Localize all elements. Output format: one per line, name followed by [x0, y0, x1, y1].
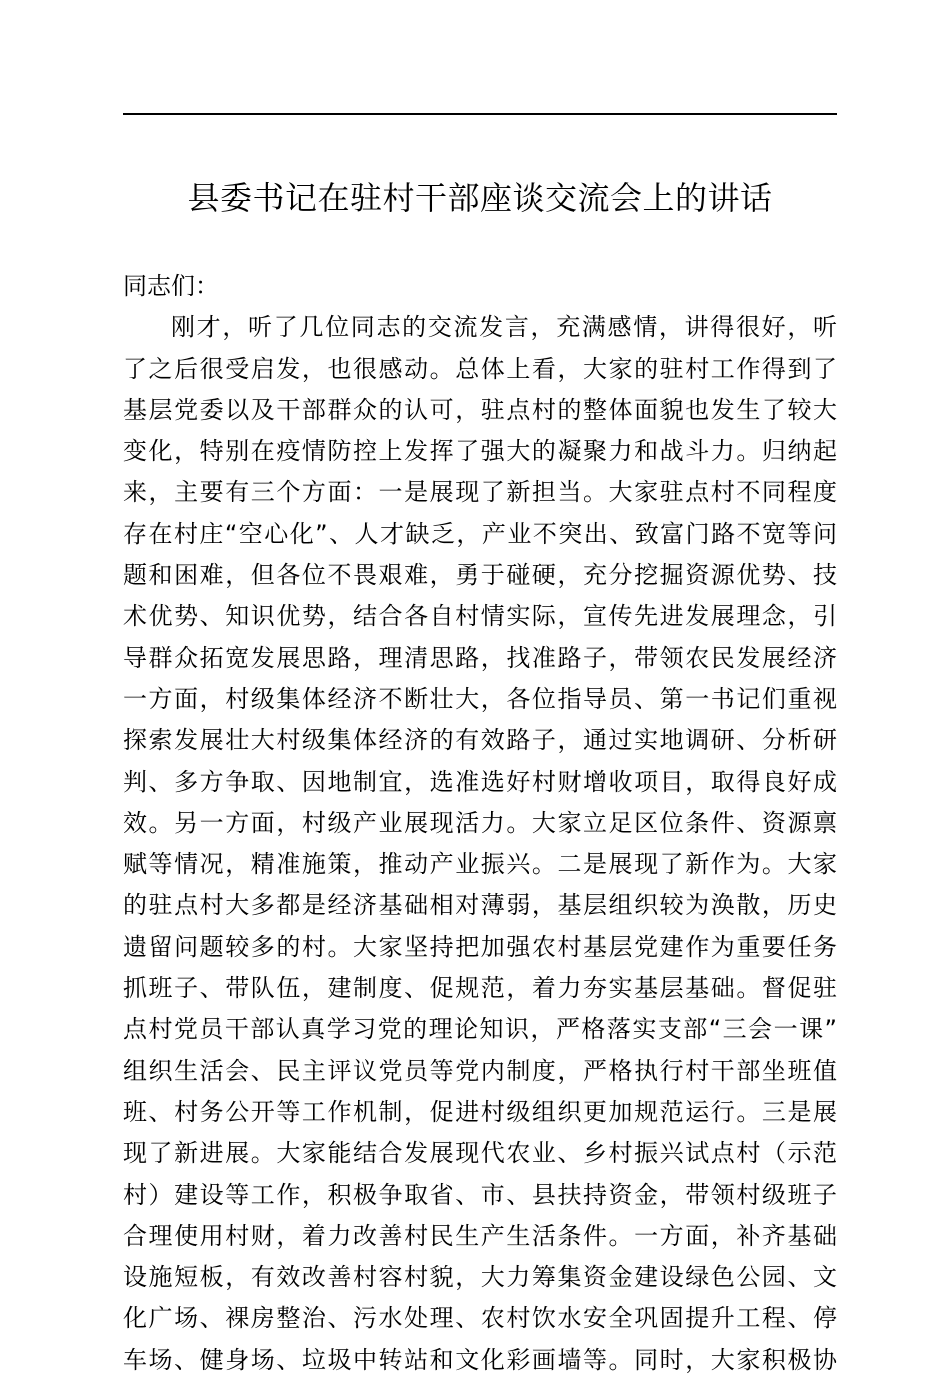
body-line: 一方面，村级集体经济不断壮大，各位指导员、第一书记们重视 [123, 684, 837, 713]
body-line: 术优势、知识优势，结合各自村情实际，宣传先进发展理念，引 [123, 602, 837, 631]
body-line: 题和困难，但各位不畏艰难，勇于碰硬，充分挖掘资源优势、技 [123, 561, 837, 590]
body-line: 了之后很受启发，也很感动。总体上看，大家的驻村工作得到了 [123, 354, 837, 383]
body-line: 现了新进展。大家能结合发展现代农业、乡村振兴试点村（示范 [123, 1139, 837, 1168]
body-line: 村）建设等工作，积极争取省、市、县扶持资金，带领村级班子 [123, 1180, 837, 1209]
body-line: 导群众拓宽发展思路，理清思路，找准路子，带领农民发展经济 [123, 643, 837, 672]
body-line: 存在村庄“空心化”、人才缺乏，产业不突出、致富门路不宽等问 [123, 519, 837, 548]
body-line: 刚才，听了几位同志的交流发言，充满感情，讲得很好，听 [171, 313, 837, 342]
document-title: 县委书记在驻村干部座谈交流会上的讲话 [187, 179, 773, 217]
body-line: 车场、健身场、垃圾中转站和文化彩画墙等。同时，大家积极协 [123, 1345, 837, 1374]
salutation: 同志们： [123, 272, 219, 300]
body-line: 赋等情况，精准施策，推动产业振兴。二是展现了新作为。大家 [123, 850, 837, 879]
body-line: 组织生活会、民主评议党员等党内制度，严格执行村干部坐班值 [123, 1056, 837, 1085]
body-line: 点村党员干部认真学习党的理论知识，严格落实支部“三会一课” [123, 1015, 837, 1044]
body-line: 效。另一方面，村级产业展现活力。大家立足区位条件、资源禀 [123, 808, 837, 837]
body-line: 合理使用村财，着力改善村民生产生活条件。一方面，补齐基础 [123, 1221, 837, 1250]
body-line: 抓班子、带队伍，建制度、促规范，着力夯实基层基础。督促驻 [123, 974, 837, 1003]
body-line: 化广场、裸房整治、污水处理、农村饮水安全巩固提升工程、停 [123, 1304, 837, 1333]
body-line: 判、多方争取、因地制宜，选准选好村财增收项目，取得良好成 [123, 767, 837, 796]
body-line: 变化，特别在疫情防控上发挥了强大的凝聚力和战斗力。归纳起 [123, 437, 837, 466]
body-line: 探索发展壮大村级集体经济的有效路子，通过实地调研、分析研 [123, 726, 837, 755]
body-line: 班、村务公开等工作机制，促进村级组织更加规范运行。三是展 [123, 1097, 837, 1126]
body-line: 来，主要有三个方面：一是展现了新担当。大家驻点村不同程度 [123, 478, 837, 507]
body-line: 设施短板，有效改善村容村貌，大力筹集资金建设绿色公园、文 [123, 1263, 837, 1292]
header-rule [123, 113, 837, 115]
document-body [123, 266, 837, 1381]
body-line: 基层党委以及干部群众的认可，驻点村的整体面貌也发生了较大 [123, 395, 837, 424]
body-line: 的驻点村大多都是经济基础相对薄弱，基层组织较为涣散，历史 [123, 891, 837, 920]
body-line: 遗留问题较多的村。大家坚持把加强农村基层党建作为重要任务 [123, 932, 837, 961]
